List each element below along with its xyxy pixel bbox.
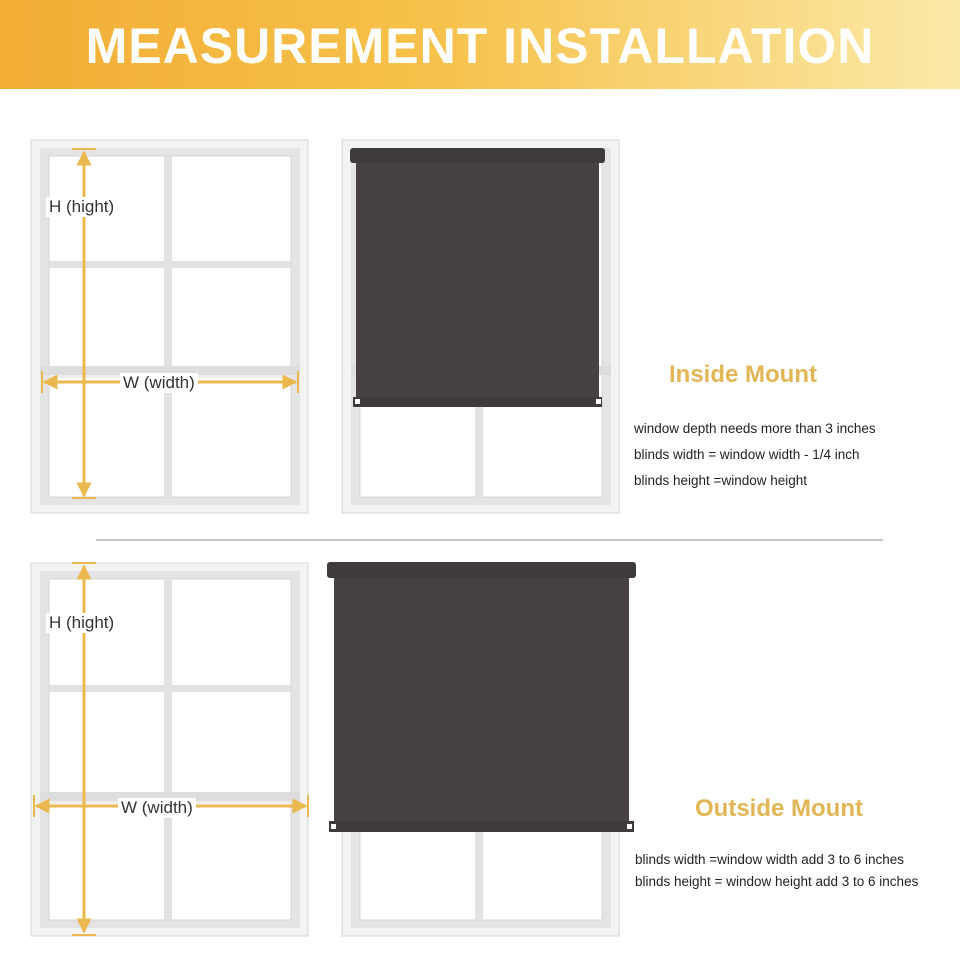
inside-mount-title: Inside Mount [669, 361, 817, 388]
width-label-top: W (width) [120, 373, 198, 393]
page-title: MEASUREMENT INSTALLATION [85, 18, 875, 74]
width-label-bottom: W (width) [118, 798, 196, 818]
outside-note-width: blinds width =window width add 3 to 6 inches [635, 852, 905, 867]
outside-note-height: blinds height = window height add 3 to 6 inches [635, 874, 919, 889]
inside-note-width: blinds width = window width - 1/4 inch [634, 447, 860, 462]
inside-note-height: blinds height =window height [634, 473, 807, 488]
height-label-bottom: H (hight) [46, 613, 117, 633]
height-label-top: H (hight) [46, 197, 117, 217]
blind-inside-mount [350, 148, 605, 407]
outside-mount-title: Outside Mount [695, 795, 863, 822]
blind-outside-mount [327, 562, 636, 832]
inside-note-depth: window depth needs more than 3 inches [634, 421, 876, 436]
window-measure-top [31, 140, 308, 513]
